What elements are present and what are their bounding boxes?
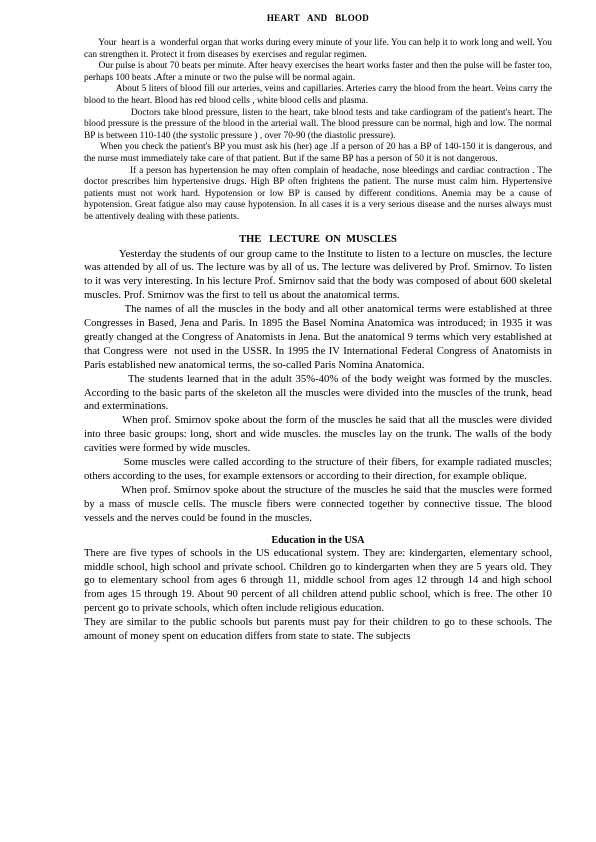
section-heart-and-blood <box>84 12 555 224</box>
paragraph: The students learned that in the adult 35%-40% of the body weight was formed by the muscles. According to the basic parts of the skeleton all the muscles were divided into the muscles of the trunk, head and exterminations. <box>84 372 555 413</box>
paragraph: Some muscles were called according to the structure of their fibers, for example radiated muscles; others according to the uses, for example extensors or according to their direction, for example oblique. <box>84 456 555 482</box>
section-title: THE LECTURE ON MUSCLES <box>239 233 397 245</box>
paragraph: Yesterday the students of our group came to the Institute to listen to a lecture on muscles. the lecture was attended by all of us. The lecture was by all of us. The lecture was delivered by Prof. Smirnov. To listen to it was very interesting. In his lecture Prof. Smirnov said that the body was composed of about 600 skeletal muscles. Prof. Smirnov was the first to tell us about the anatomical terms. <box>84 247 555 302</box>
paragraph: If a person has hypertension he may often complain of headache, nose bleedings and cardiac contraction . The doctor prescribes him hypertensive drugs. High BP often frightens the patient. The nurse must calm him. Hypertensive patients must not work hard. Hypotension or low BP is caused by different conditions. Anemia may be a cause of hypotension. Great fatigue also may cause hypotension. In all cases it is a very serious disease and the nurses always must be attentively dealing with these patients. <box>84 165 555 222</box>
section-title: HEART AND BLOOD <box>266 13 370 23</box>
document-page <box>84 12 555 644</box>
paragraph: Doctors take blood pressure, listen to the heart, take blood tests and take cardiogram of the patient's heart. The blood pressure is the pressure of the blood in the arterial wall. The blood pressure can be normal, high and low. The normal BP is between 110-140 (the systolic pressure ) , over 70-90 (the diastolic pressure). <box>84 107 555 141</box>
paragraph: About 5 liters of blood fill our arteries, veins and capillaries. Arteries carry the blood from the heart. Veins carry the blood to the heart. Blood has red blood cells , white blood cells and plasma. <box>84 84 555 106</box>
section-title: Education in the USA <box>271 534 365 546</box>
paragraph: They are similar to the public schools but parents must pay for their children to go to these schools. The amount of money spent on education differs from state to state. The subjects <box>84 616 552 643</box>
paragraph: The names of all the muscles in the body and all other anatomical terms were established at three Congresses in Based, Jena and Paris. In 1895 the Basel Nomina Anatomica was introduced; in 1935 it was greatly changed at the Congress of Anatomists in Jena. But the anatomical 9 terms which very established at that Congress were not used in the USSR. In 1995 the IV International Federal Congress of Anatomists in Paris established new anatomical terms, the so-called Paris Nomina Anatomica. <box>84 303 555 371</box>
paragraph: Your heart is a wonderful organ that works during every minute of your life. You can help it to work long and well. You can strengthen it. Protect it from diseases by exercises and regular regimen. <box>84 38 555 60</box>
paragraph: When you check the patient's BP you must ask his (her) age .If a person of 20 has a BP of 140-150 it is dangerous, and the nurse must immediately take care of that patient. But if the same BP has a person of 50 it is not dangerous. <box>84 142 555 164</box>
section-lecture-on-muscles <box>84 233 555 526</box>
paragraph: When prof. Smirnov spoke about the form of the muscles he said that all the muscles were divided into three basic groups: long, short and wide muscles. the muscles lay on the trunk. The walls of the body cavities were formed by wide muscles. <box>84 414 555 455</box>
paragraph: There are five types of schools in the US educational system. They are: kindergarten, elementary school, middle school, high school and private school. Children go to kindergarten when they are 5 years old. They go to elementary school from ages 6 through 11, middle school from ages 12 through 14 and high school from ages 15 through 19. About 90 percent of all children attend public school, which is free. The other 10 percent go to private schools, which often include religious education. <box>84 546 552 615</box>
section-education-in-the-usa <box>84 535 552 644</box>
paragraph: Our pulse is about 70 beats per minute. After heavy exercises the heart works faster and then the pulse will be faster too, perhaps 100 beats .After a minute or two the pulse will be normal again. <box>84 61 555 83</box>
paragraph: When prof. Smirnov spoke about the structure of the muscles he said that the muscles were formed by a mass of muscle cells. The muscle fibers were connected together by connective tissue. The blood vessels and the nerves could be found in the muscles. <box>84 483 555 524</box>
